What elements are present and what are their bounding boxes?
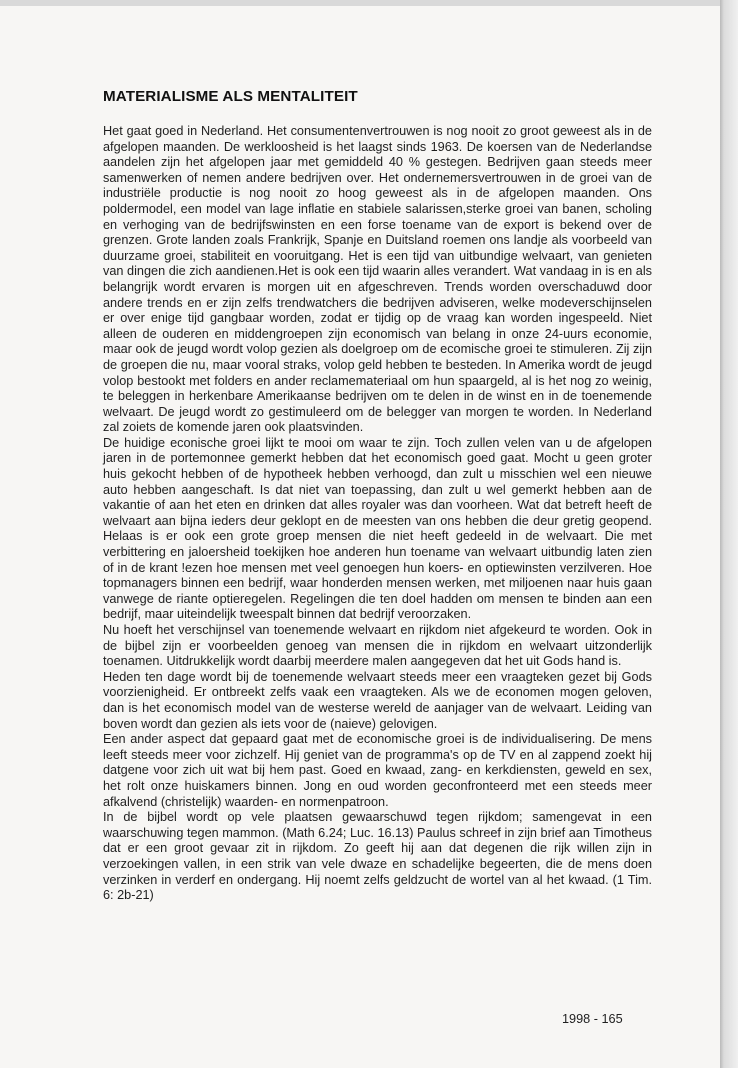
article-title: MATERIALISME ALS MENTALITEIT: [103, 88, 358, 105]
page-edge-shadow: [720, 0, 738, 1068]
paragraph-3: Nu hoeft het verschijnsel van toenemende welvaart en rijkdom niet afgekeurd te worden. Ook in de bijbel zijn er voorbeelden genoeg van mensen die in rijkdom en welvaart uitzonderlijk toenamen. Uitdrukkelijk wordt daarbij meerdere malen aangegeven dat het uit Gods hand is.: [103, 623, 652, 669]
paragraph-2: De huidige econische groei lijkt te mooi om waar te zijn. Toch zullen velen van u de afgelopen jaren in de portemonnee gemerkt hebben dat het economisch goed gaat. Mocht u geen groter huis gekocht hebben of de hypotheek hebben verhoogd, dan zult u misschien wel een nieuwe auto hebben aangeschaft. Is dat niet van toepassing, dan zult u wel gemerkt hebben aan de vakantie of aan het eten en drinken dat alles royaler was dan voorheen. Wat dat betreft heeft de welvaart aan bijna ieders deur geklopt en de meesten van ons hebben die deur gretig geopend. Helaas is er ook een grote groep mensen die niet heeft gedeeld in de welvaart. Die met verbittering en jaloersheid toekijken hoe anderen hun toename van welvaart uitbundig laten zien of in de krant !ezen hoe mensen met veel genoegen hun koers- en optiewinsten verzilveren. Hoe topmanagers binnen een bedrijf, waar honderden mensen werken, met miljoenen naar huis gaan vanwege de riante optieregelen. Regelingen die ten doel hadden om mensen te binden aan een bedrijf, maar uiteindelijk tweespalt binnen dat bedrijf veroorzaken.: [103, 435, 652, 622]
paragraph-1: Het gaat goed in Nederland. Het consumentenvertrouwen is nog nooit zo groot geweest als in de afgelopen maanden. De werkloosheid is het laagst sinds 1963. De koersen van de Nederlandse aandelen zijn het afgelopen jaar met gemiddeld 40 % gestegen. Bedrijven gaan steeds meer samenwerken of nemen andere bedrijven over. Het ondernemersvertrouwen in de groei van de industriële productie is nog nooit zo hoog geweest als in de afgelopen maanden. Ons poldermodel, een model van lage inflatie en stabiele salarissen,sterke groei van banen, scholing en verhoging van de bedrijfswinsten en een forse toename van de export is bekend over de grenzen. Grote landen zoals Frankrijk, Spanje en Duitsland roemen ons landje als voorbeeld van duurzame groei, stabiliteit en vooruitgang. Het is een tijd van uitbundige welvaart, van genieten van dingen die zich aandienen.Het is ook een tijd waarin alles verandert. Wat vandaag in is en als belangrijk wordt ervaren is morgen uit en afgeschreven. Trends worden overschaduwd door andere trends en er zijn zelfs trendwatchers die bedrijven adviseren, welke modeverschijnselen er over enige tijd gangbaar worden, zodat er tijdig op de vraag kan worden ingespeeld. Niet alleen de ouderen en middengroepen zijn economisch van belang in onze 24-uurs economie, maar ook de jeugd wordt volop gezien als doelgroep om de ecomische groei te stimuleren. Zij zijn de groepen die nu, maar vooral straks, volop geld hebben te besteden. In Amerika wordt de jeugd volop bestookt met folders en ander reclamemateriaal om hun spaargeld, al is het nog zo weinig, te beleggen in herkenbare Amerikaanse bedrijven om te delen in de winst en in de toenemende welvaart. De jeugd wordt zo gestimuleerd om de belegger van morgen te worden. In Nederland zal zoiets de komende jaren ook plaatsvinden.: [103, 124, 652, 435]
paragraph-6: In de bijbel wordt op vele plaatsen gewaarschuwd tegen rijkdom; samengevat in een waarschuwing tegen mammon. (Math 6.24; Luc. 16.13) Paulus schreef in zijn brief aan Timotheus dat er een groot gevaar zit in rijkdom. Zo geeft hij aan dat degenen die rijk willen zijn in verzoekingen vallen, in een strik van vele dwaze en schadelijke begeerten, die de mens doen verzinken in verderf en ondergang. Hij noemt zelfs geldzucht de wortel van al het kwaad. (1 Tim. 6: 2b-21): [103, 810, 652, 903]
paragraph-5: Een ander aspect dat gepaard gaat met de economische groei is de individualisering. De mens leeft steeds meer voor zichzelf. Hij geniet van de programma's op de TV en al zappend zoekt hij datgene voor zich uit wat bij hem past. Goed en kwaad, zang- en kerkdiensten, geweld en sex, het rolt onze huiskamers binnen. Jong en oud worden geconfronteerd met een steeds meer afkalvend (christelijk) waarden- en normenpatroon.: [103, 732, 652, 809]
article-body: [103, 124, 652, 904]
page-number: 1998 - 165: [562, 1012, 623, 1026]
article: [103, 88, 652, 904]
paragraph-4: Heden ten dage wordt bij de toenemende welvaart steeds meer een vraagteken gezet bij Gods voorzienigheid. Er ontbreekt zelfs vaak een vraagteken. Als we de economen mogen geloven, dan is het economisch model van de westerse wereld de aanjager van de welvaart. Leiding van boven wordt dan gezien als iets voor de (naieve) gelovigen.: [103, 669, 652, 731]
scan-top-band: [0, 0, 720, 6]
